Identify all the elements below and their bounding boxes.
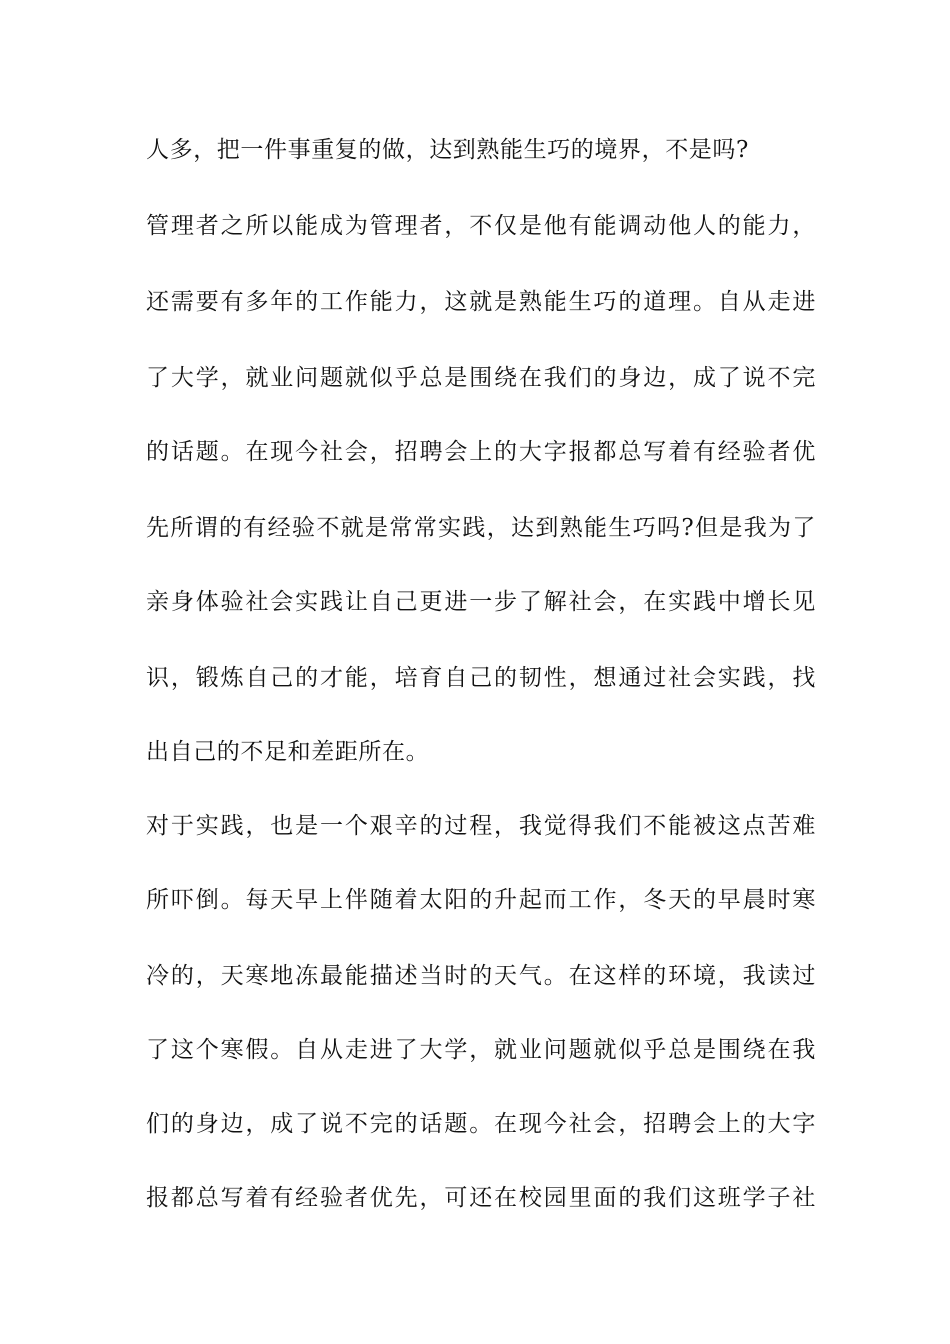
text-line-10: 对于实践，也是一个艰辛的过程，我觉得我们不能被这点苦难 [146, 813, 816, 839]
text-line-2: 管理者之所以能成为管理者，不仅是他有能调动他人的能力， [146, 213, 816, 239]
text-line-9: 出自己的不足和差距所在。 [146, 739, 430, 765]
text-line-11: 所吓倒。每天早上伴随着太阳的升起而工作，冬天的早晨时寒 [146, 887, 816, 913]
text-line-6: 先所谓的有经验不就是常常实践，达到熟能生巧吗?但是我为了 [146, 515, 816, 541]
text-line-15: 报都总写着有经验者优先，可还在校园里面的我们这班学子社 [146, 1185, 816, 1211]
text-line-13: 了这个寒假。自从走进了大学，就业问题就似乎总是围绕在我 [146, 1037, 816, 1063]
text-line-4: 了大学，就业问题就似乎总是围绕在我们的身边，成了说不完 [146, 365, 816, 391]
text-line-14: 们的身边，成了说不完的话题。在现今社会，招聘会上的大字 [146, 1111, 816, 1137]
text-line-5: 的话题。在现今社会，招聘会上的大字报都总写着有经验者优 [146, 439, 816, 465]
text-line-1: 人多，把一件事重复的做，达到熟能生巧的境界，不是吗? [146, 137, 749, 163]
text-line-7: 亲身体验社会实践让自己更进一步了解社会，在实践中增长见 [146, 589, 816, 615]
text-line-3: 还需要有多年的工作能力，这就是熟能生巧的道理。自从走进 [146, 289, 816, 315]
text-line-12: 冷的，天寒地冻最能描述当时的天气。在这样的环境，我读过 [146, 963, 816, 989]
text-line-8: 识，锻炼自己的才能，培育自己的韧性，想通过社会实践，找 [146, 665, 816, 691]
